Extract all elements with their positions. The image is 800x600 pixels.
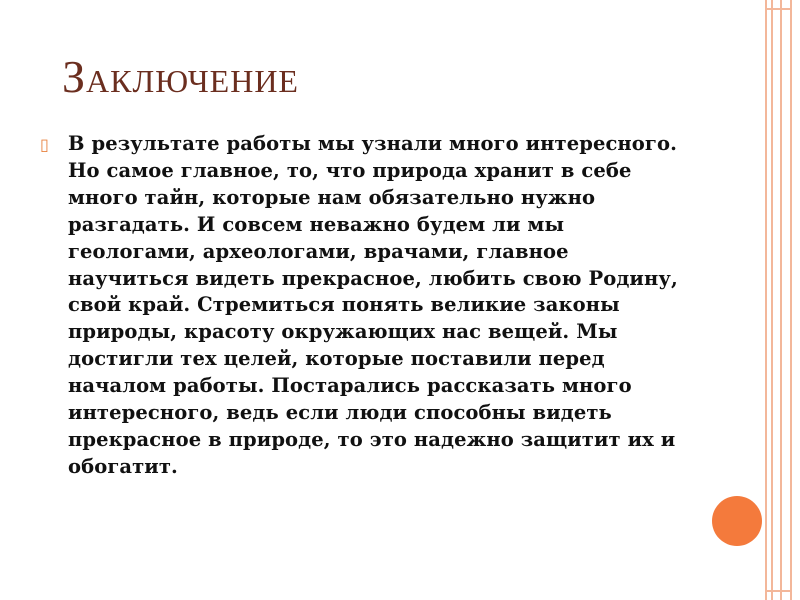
- frame-line: [780, 0, 782, 600]
- bullet-item: [36, 131, 686, 481]
- frame-line: [771, 0, 773, 600]
- bullet-icon: ▯: [40, 135, 49, 154]
- frame-tick: [765, 590, 792, 592]
- frame-tick: [765, 8, 792, 10]
- slide-title: Заключение: [62, 51, 299, 102]
- frame-line: [765, 0, 767, 600]
- frame-line: [790, 0, 792, 600]
- slide-content: [36, 131, 686, 481]
- decorative-circle-icon: [712, 496, 762, 546]
- body-paragraph: В результате работы мы узнали много интересного. Но самое главное, то, что природа хранит в себе много тайн, которые нам обязательно нужно разгадать. И совсем неважно будем ли мы геологами, археологами, врачами, главное научиться видеть прекрасное, любить свою Родину, свой край. Стремиться понять великие законы природы, красоту окружающих нас вещей. Мы достигли тех целей, которые поставили перед началом работы. Постарались рассказать много интересного, ведь если люди способны видеть прекрасное в природе, то это надежно защитит их и обогатит.: [68, 132, 678, 478]
